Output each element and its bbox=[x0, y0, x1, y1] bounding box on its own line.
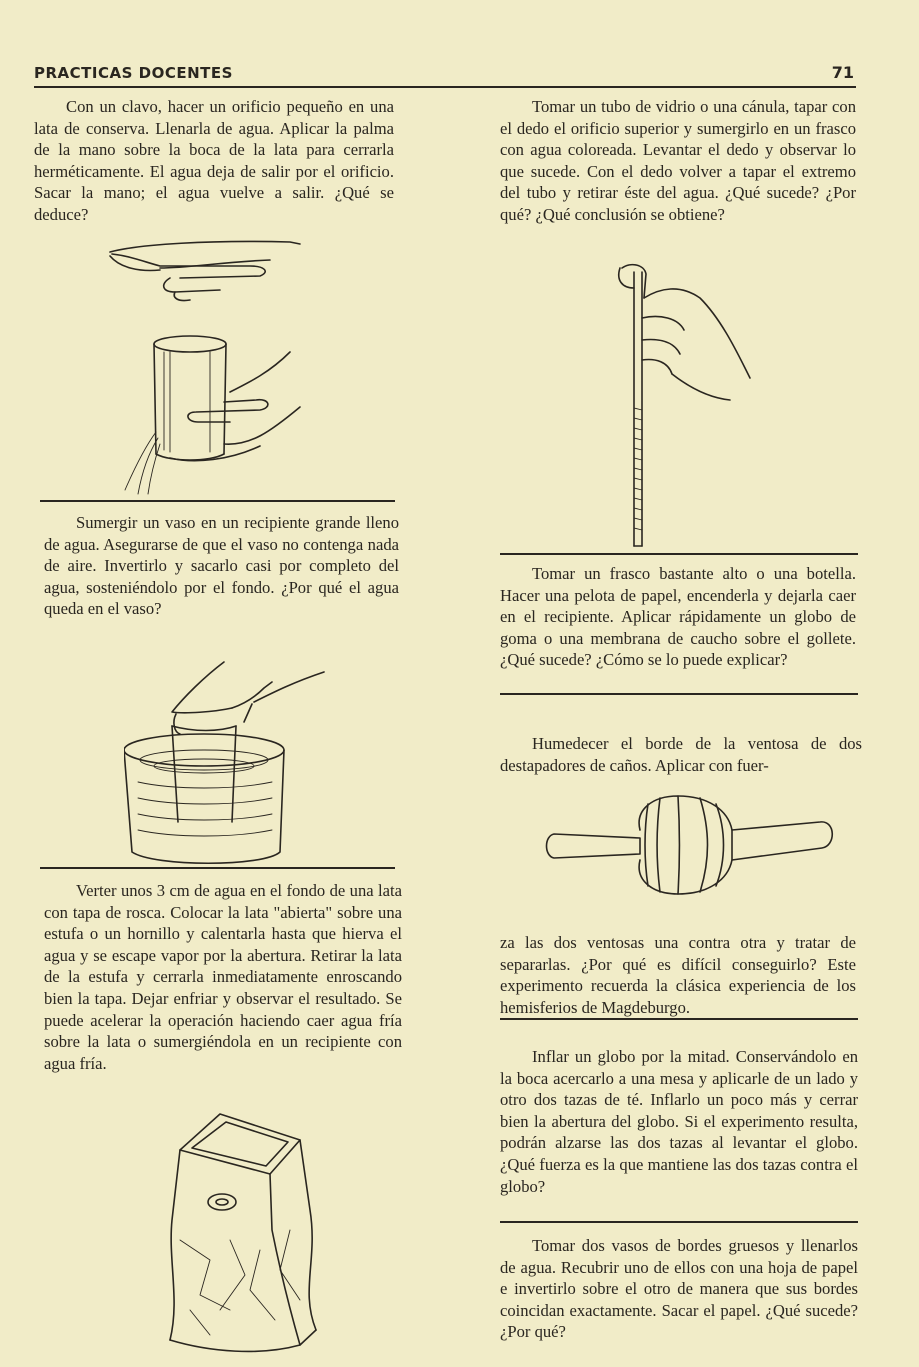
right-paragraph-4: Inflar un globo por la mitad. Conservándolo en la boca acercarlo a una mesa y aplicarle de un lado y otro dos tazas de té. Inflarlo un poco más y cerrar bien la abertura del globo. Si el experimento resulta, podrán alzarse las dos tazas al levantar el globo. ¿Qué fuerza es la que mantiene las dos tazas contra el globo? bbox=[500, 1047, 858, 1196]
separator-rule bbox=[40, 867, 395, 869]
left-paragraph-2: Sumergir un vaso en un recipiente grande lleno de agua. Asegurarse de que el vaso no contenga nada de aire. Invertirlo y sacarlo casi por completo del agua, sosteniéndolo por el fondo. ¿Por qué el agua queda en el vaso? bbox=[44, 513, 399, 619]
separator-rule bbox=[500, 693, 858, 695]
hand-holding-tube-illustration bbox=[600, 258, 760, 558]
right-paragraph-2: Tomar un frasco bastante alto o una botella. Hacer una pelota de papel, encenderla y dejarla caer en el recipiente. Aplicar rápidamente un globo de goma o una membrana de caucho sobre el gollete. ¿Qué sucede? ¿Cómo se lo puede explicar? bbox=[500, 564, 856, 670]
two-plungers-illustration bbox=[540, 790, 840, 900]
separator-rule bbox=[500, 553, 858, 555]
separator-rule bbox=[500, 1018, 858, 1020]
right-paragraph-1: Tomar un tubo de vidrio o una cánula, tapar con el dedo el orificio superior y sumergirlo en un frasco con agua coloreada. Levantar el dedo y observar lo que sucede. Con el dedo volver a tapar el extremo del tubo y retirar éste del agua. ¿Qué sucede? ¿Por qué? ¿Qué conclusión se obtiene? bbox=[500, 97, 856, 224]
left-paragraph-3: Verter unos 3 cm de agua en el fondo de una lata con tapa de rosca. Colocar la lata "abierta" sobre una estufa o un hornillo y calentarla hasta que hierva el agua y se escape vapor por la abertura. Retirar la lata de la estufa y cerrarla inmediatamente enroscando bien la tapa. Dejar enfriar y observar el resultado. Se puede acelerar la operación haciendo caer agua fría sobre la lata o sumergiéndola en un recipiente con agua fría. bbox=[44, 881, 402, 1073]
header-rule bbox=[34, 86, 856, 88]
running-title: PRACTICAS DOCENTES bbox=[34, 64, 233, 82]
separator-rule bbox=[500, 1221, 858, 1223]
crushed-can-illustration bbox=[150, 1110, 340, 1360]
page-number: 71 bbox=[831, 63, 854, 82]
glass-in-basin-illustration bbox=[124, 642, 414, 867]
hand-over-can-illustration bbox=[100, 232, 340, 500]
right-paragraph-3b: za las dos ventosas una contra otra y tratar de separarlas. ¿Por qué es difícil conseguirlo? Este experimento recuerda la clásica experiencia de los hemisferios de Magdeburgo. bbox=[500, 933, 856, 1017]
right-paragraph-5: Tomar dos vasos de bordes gruesos y llenarlos de agua. Recubrir uno de ellos con una hoja de papel e invertirlo sobre el otro de manera que sus bordes coincidan exactamente. Sacar el papel. ¿Qué sucede? ¿Por qué? bbox=[500, 1236, 858, 1342]
separator-rule bbox=[40, 500, 395, 502]
left-paragraph-1: Con un clavo, hacer un orificio pequeño en una lata de conserva. Llenarla de agua. Aplicar la palma de la mano sobre la boca de la lata para cerrarla herméticamente. El agua deja de salir por el orificio. Sacar la mano; el agua vuelve a salir. ¿Qué se deduce? bbox=[34, 97, 394, 224]
right-paragraph-3a: Humedecer el borde de la ventosa de dos destapadores de caños. Aplicar con fuer- bbox=[500, 734, 862, 775]
page-header bbox=[34, 64, 854, 86]
